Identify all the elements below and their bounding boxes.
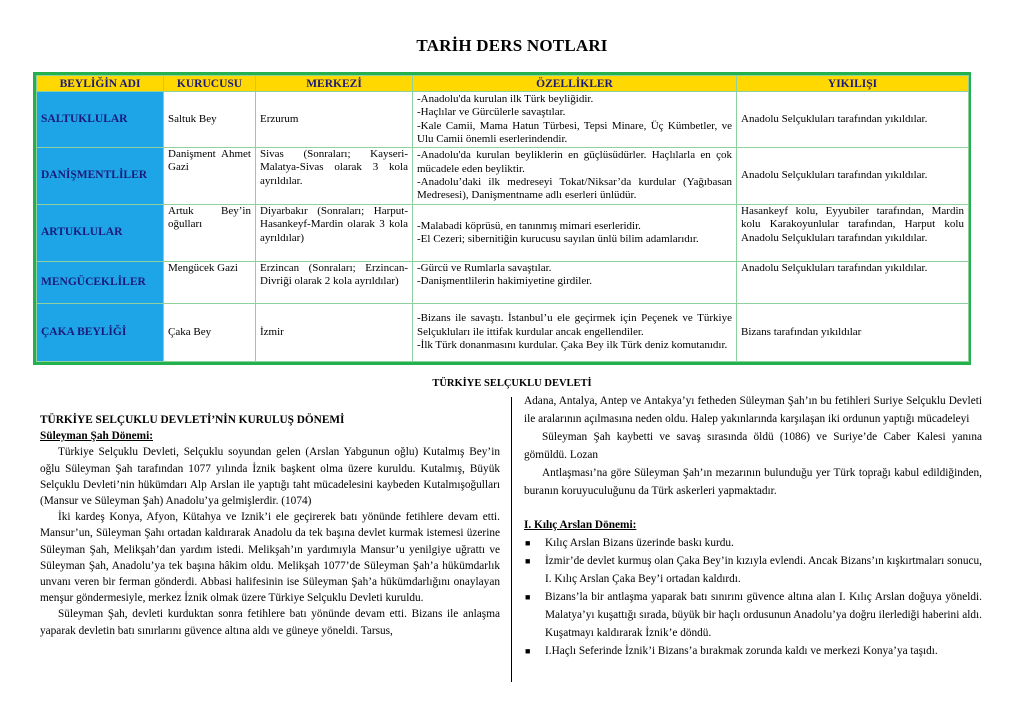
beylik-fall: Anadolu Selçukluları tarafından yıkıldılar. [737,262,969,304]
right-subheading: I. Kılıç Arslan Dönemi: [524,519,637,532]
beylik-center: Erzurum [256,92,413,148]
beylik-founder: Saltuk Bey [164,92,256,148]
header-features: ÖZELLİKLER [413,76,737,92]
beylik-name: SALTUKLULAR [37,92,164,148]
right-column [524,393,982,661]
beylik-features: -Anadolu'da kurulan ilk Türk beyliğidir. -Haçlılar ve Gürcülerle savaştılar. -Kale Camii, Mama Hatun Türbesi, Tepsi Minare, Üç Kümbetler, ve Ulu Camii önemli eserlerindendir. [413,92,737,148]
list-item-text: İzmir’de devlet kurmuş olan Çaka Bey’in kızıyla evlendi. Ancak Bizans’ın kışkırtmaları sonucu, I. Kılıç Arslan Çaka Bey’i ortadan kaldırdı. [545,555,982,586]
beylik-fall: Anadolu Selçukluları tarafından yıkıldılar. [737,148,969,205]
table-row [37,205,969,262]
paragraph: İki kardeş Konya, Afyon, Kütahya ve Iznik’i ele geçirerek batı yönünde fetihlere devam etti. Mansur’un, Süleyman Şahı ortadan kaldırarak Anadolu da tek başına devlet kurmak istemesi üzerine Süleyman Şah, Melikşah’dan yardım istedi. Melikşah’ın yardımıyla Mansur’u yenilgiye uğrattı ve Süleyman Şah, Anadolu’ya tek başına hâkim oldu. Melikşah 1077’de Süleyman Şah’a hükümdarlık unvanı veren bir ferman gönderdi. Abbasi halifesinin ise Süleyman Şah’a hükümdarlığını onaylayan menşur göndermesiyle, merkez İznik olmak üzere Türkiye Selçuklu Devleti kuruldu. [40,511,500,605]
left-subheading: Süleyman Şah Dönemi: [40,430,153,443]
beylik-name: DANİŞMENTLİLER [37,148,164,205]
beylik-fall: Bizans tarafından yıkıldılar [737,304,969,362]
beylik-table-frame [33,72,971,365]
spacer [524,500,982,517]
beylik-founder: Mengücek Gazi [164,262,256,304]
list-item [524,589,982,643]
table-row [37,304,969,362]
beylik-name: ÇAKA BEYLİĞİ [37,304,164,362]
beylik-fall: Hasankeyf kolu, Eyyubiler tarafından, Mardin kolu Karakoyunlular tarafından, Harput kolu Anadolu Selçukluları tarafından yıkıldılar. [737,205,969,262]
beylik-founder: Çaka Bey [164,304,256,362]
beylik-founder: Danişment Ahmet Gazi [164,148,256,205]
square-bullet-icon: ■ [525,556,531,567]
paragraph: Süleyman Şah, devleti kurduktan sonra fetihlere batı yönünde devam etti. Bizans ile anlaşma yaparak devletin batı sınırlarını güvence altına aldı ve güneye yöneldi. Tarsus, [40,608,500,637]
beylik-name: MENGÜCEKLİLER [37,262,164,304]
paragraph: Süleyman Şah kaybetti ve savaş sırasında öldü (1086) ve Suriye’de Caber Kalesi yanına gömüldü. Lozan [524,430,982,461]
page-title: TARİH DERS NOTLARI [416,36,608,55]
square-bullet-icon: ■ [525,592,531,603]
beylik-center: Sivas (Sonraları; Kayseri-Malatya-Sivas olarak 3 kola ayrıldılar. [256,148,413,205]
beylik-features: -Gürcü ve Rumlarla savaştılar. -Danişmentlilerin hakimiyetine girdiler. [413,262,737,304]
paragraph: Antlaşması’na göre Süleyman Şah’ın mezarının bulunduğu yer Türk toprağı kabul edildiğinden, buranın koruyuculuğunu da Türk askerleri yapmaktadır. [524,466,982,497]
beylik-features: -Malabadi köprüsü, en tanınmış mimari eserleridir. -El Cezeri; sibernitiğin kurucusu sayılan ünlü bilim adamlarıdır. [413,205,737,262]
left-column [40,412,500,639]
header-beylik-name: BEYLİĞİN ADI [37,76,164,92]
section-title: TÜRKİYE SELÇUKLU DEVLETİ [432,378,592,389]
list-item [524,553,982,589]
beylik-fall: Anadolu Selçukluları tarafından yıkıldılar. [737,92,969,148]
list-item [524,535,982,553]
header-founder: KURUCUSU [164,76,256,92]
table-row [37,262,969,304]
column-divider [511,397,512,682]
beylik-center: Erzincan (Sonraları; Erzincan-Divriği olarak 2 kola ayrıldılar) [256,262,413,304]
list-item [524,643,982,661]
square-bullet-icon: ■ [525,538,531,549]
square-bullet-icon: ■ [525,645,531,656]
paragraph: Adana, Antalya, Antep ve Antakya’yı fetheden Süleyman Şah’ın bu fetihleri Suriye Selçuklu Devleti ile aralarının açılmasına neden oldu. Halep yakınlarında karşılaşan iki ordunun yaptığı mücadeleyi [524,395,982,425]
table-row [37,148,969,205]
beylik-features: -Bizans ile savaştı. İstanbul’u ele geçirmek için Peçenek ve Türkiye Selçukluları ile ittifak kurdular ancak engellendiler. -İlk Türk donanmasını kurdular. Çaka Bey ilk Türk deniz komutanıdır. [413,304,737,362]
list-item-text: Kılıç Arslan Bizans üzerinde baskı kurdu. [545,537,734,550]
list-item-text: Bizans’la bir antlaşma yaparak batı sınırını güvence altına alan I. Kılıç Arslan doğuya yöneldi. Malatya’yı kuşattığı sırada, büyük bir haçlı ordusunun Anadolu’ya doğru ilerlediği haberini aldı. Kuşatmayı kaldırarak İznik’e döndü. [545,591,982,639]
beylik-name: ARTUKLULAR [37,205,164,262]
list-item-text: I.Haçlı Seferinde İznik’i Bizans’a bırakmak zorunda kaldı ve merkezi Konya’ya taşıdı. [545,644,938,657]
beylik-table [36,75,969,362]
table-row [37,92,969,148]
beylik-features: -Anadolu'da kurulan beyliklerin en güçlüsüdürler. Haçlılarla en çok mücadele eden beyliktir. -Anadolu’daki ilk medreseyi Tokat/Niksar’da kurdular (Yağıbasan Medresesi), Danişmentname adlı eserleri ünlüdür. [413,148,737,205]
beylik-center: Diyarbakır (Sonraları; Harput-Hasankeyf-Mardin olarak 3 kola ayrıldılar) [256,205,413,262]
table-header-row [37,76,969,92]
header-fall: YIKILIŞI [737,76,969,92]
beylik-center: İzmir [256,304,413,362]
bullet-list [524,535,982,660]
paragraph: Türkiye Selçuklu Devleti, Selçuklu soyundan gelen (Arslan Yabgunun oğlu) Kutalmış Bey’in oğlu Süleyman Şah tarafından 1077 yılında İznik başkent olma üzere kuruldu. Kutalmış, Büyük Selçuklu Devleti’nin hükümdarı Alp Arslan ile yaptığı taht mücadelesini kaybeden Kutalmışoğulları (Mansur ve Süleyman Şah) Anadolu’ya gelmişlerdir. (1074) [40,446,500,508]
left-heading: TÜRKİYE SELÇUKLU DEVLETİ’NİN KURULUŞ DÖNEMİ [40,414,345,426]
beylik-founder: Artuk Bey’in oğulları [164,205,256,262]
header-center: MERKEZİ [256,76,413,92]
